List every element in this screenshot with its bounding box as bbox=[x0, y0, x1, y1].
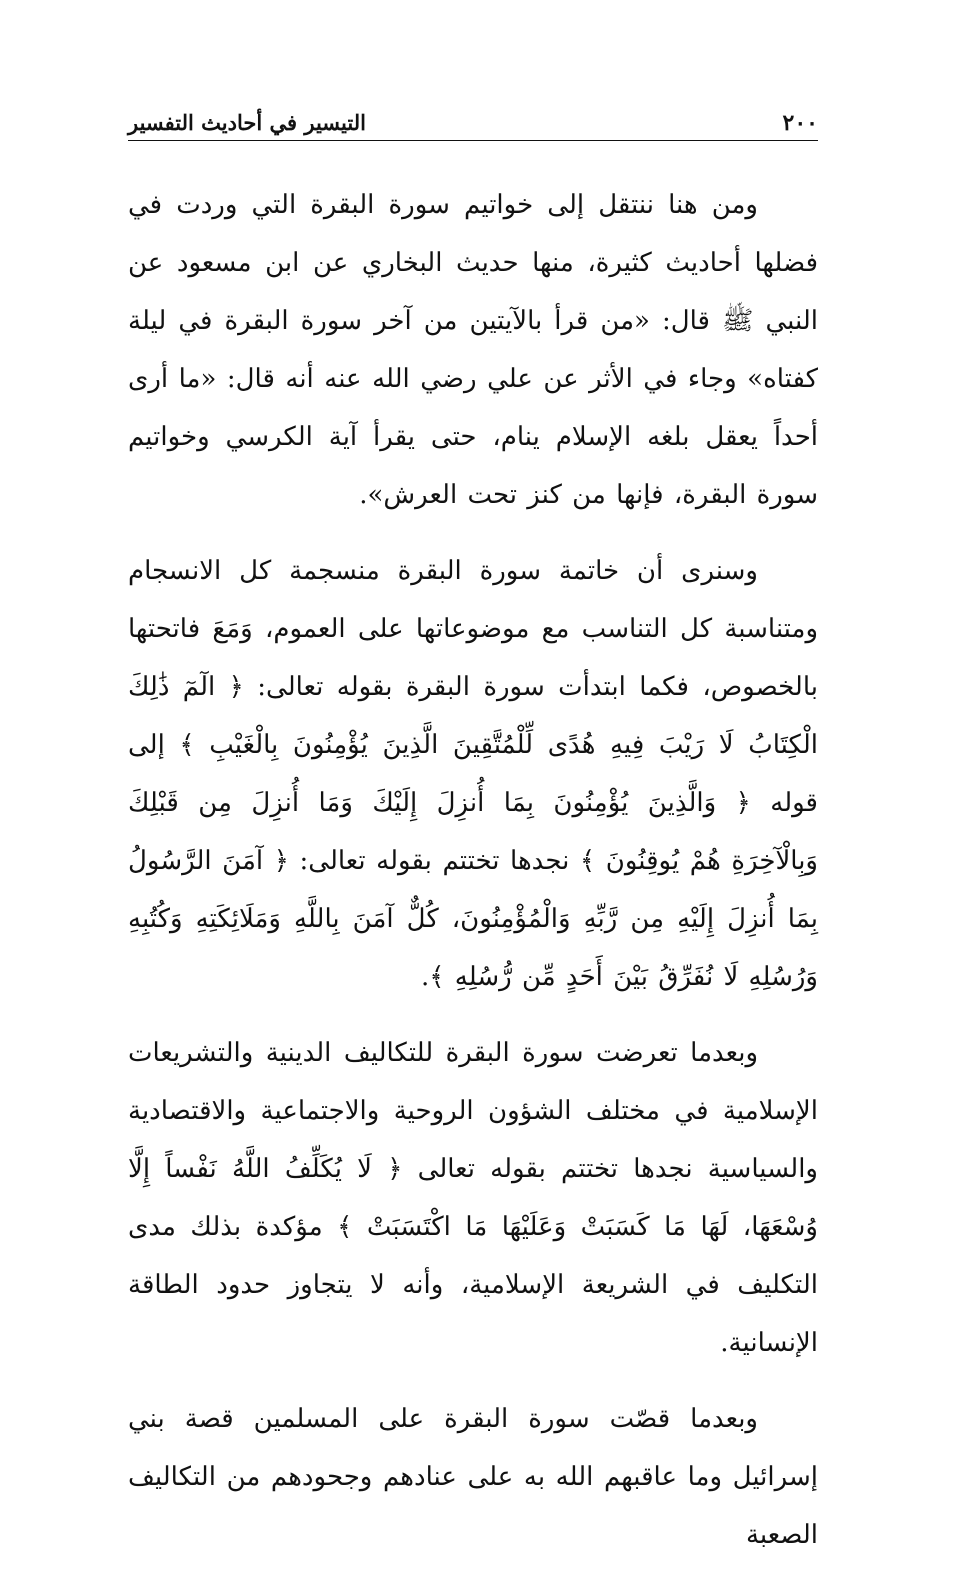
paragraph-1: ومن هنا ننتقل إلى خواتيم سورة البقرة التي وردت في فضلها أحاديث كثيرة، منها حديث البخاري عن ابن مسعود عن النبي ﷺ قال: «من قرأ بالآيتين من آخر سورة البقرة في ليلة كفتاه» وجاء في الأثر عن علي رضي الله عنه أنه قال: «ما أرى أحداً يعقل بلغه الإسلام ينام، حتى يقرأ آية الكرسي وخواتيم سورة البقرة، فإنها من كنز تحت العرش». bbox=[128, 190, 818, 510]
book-title: التيسير في أحاديث التفسير bbox=[128, 110, 366, 135]
paragraph-3: وبعدما تعرضت سورة البقرة للتكاليف الدينية والتشريعات الإسلامية في مختلف الشؤون الروحية والاجتماعية والاقتصادية والسياسية نجدها تختتم بقوله تعالى ﴿ لَا يُكَلِّفُ اللَّهُ نَفْساً إِلَّا وُسْعَهَا، لَهَا مَا كَسَبَتْ وَعَلَيْهَا مَا اكْتَسَبَتْ ﴾ مؤكدة بذلك مدى التكليف في الشريعة الإسلامية، وأنه لا يتجاوز حدود الطاقة الإنسانية. bbox=[128, 1038, 818, 1358]
running-header bbox=[128, 106, 818, 141]
body-text bbox=[128, 176, 818, 1582]
paragraph-2: وسنرى أن خاتمة سورة البقرة منسجمة كل الانسجام ومتناسبة كل التناسب مع موضوعاتها على العموم، وَمَعَ فاتحتها بالخصوص، فكما ابتدأت سورة البقرة بقوله تعالى: ﴿ الٓمٓ ذَٰلِكَ الْكِتَابُ لَا رَيْبَ فِيهِ هُدًى لِّلْمُتَّقِينَ الَّذِينَ يُؤْمِنُونَ بِالْغَيْبِ ﴾ إلى قوله ﴿ وَالَّذِينَ يُؤْمِنُونَ بِمَا أُنزِلَ إِلَيْكَ وَمَا أُنزِلَ مِن قَبْلِكَ وَبِالْآخِرَةِ هُمْ يُوقِنُونَ ﴾ نجدها تختتم بقوله تعالى: ﴿ آمَنَ الرَّسُولُ بِمَا أُنزِلَ إِلَيْهِ مِن رَّبِّهِ وَالْمُؤْمِنُونَ، كُلٌّ آمَنَ بِاللَّهِ وَمَلَائِكَتِهِ وَكُتُبِهِ وَرُسُلِهِ لَا نُفَرِّقُ بَيْنَ أَحَدٍ مِّن رُّسُلِهِ ﴾. bbox=[128, 556, 818, 992]
paragraph-4: وبعدما قصّت سورة البقرة على المسلمين قصة بني إسرائيل وما عاقبهم الله به على عنادهم وجحودهم من التكاليف الصعبة bbox=[128, 1404, 818, 1550]
page-number: ٢٠٠ bbox=[782, 110, 818, 136]
